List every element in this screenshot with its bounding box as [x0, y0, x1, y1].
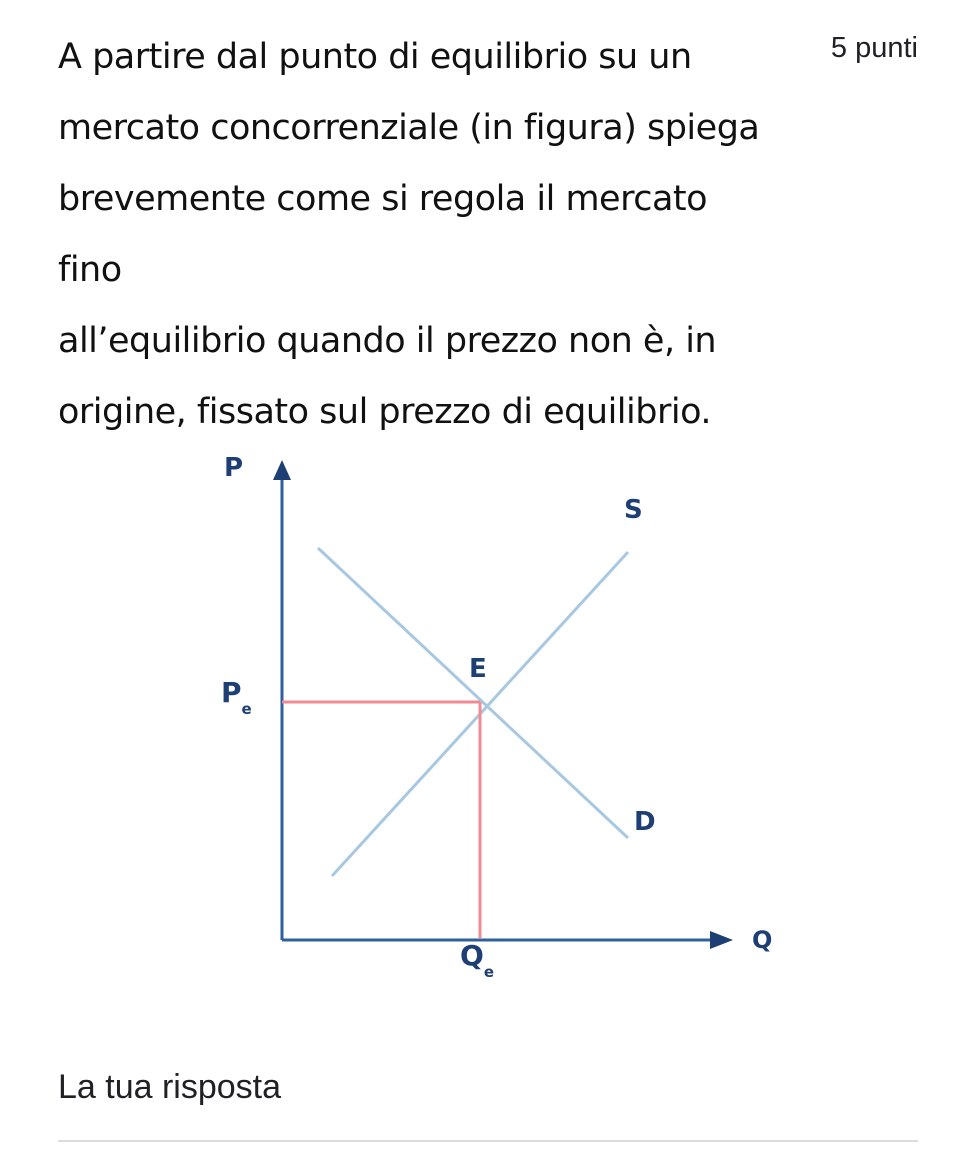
- y-axis-label: P: [224, 453, 244, 483]
- quantity-label-main: Q: [460, 939, 484, 972]
- x-axis-label: Q: [752, 926, 773, 954]
- demand-curve: [318, 548, 628, 838]
- y-axis-arrow-icon: [273, 460, 291, 480]
- demand-label: D: [634, 807, 656, 837]
- supply-demand-diagram: [0, 430, 976, 1010]
- question-line: brevemente come si regola il mercato fino: [58, 179, 708, 290]
- supply-label: S: [624, 495, 643, 525]
- quantity-label-sub: e: [483, 963, 494, 981]
- answer-label: La tua risposta: [58, 1068, 282, 1106]
- question-text: [58, 22, 778, 448]
- diagram-svg: [0, 430, 976, 1010]
- price-label-main: P: [221, 676, 242, 709]
- question-line: mercato concorrenziale (in figura) spiega: [58, 108, 760, 148]
- quantity-label: [460, 939, 494, 981]
- equilibrium-label: E: [469, 654, 487, 684]
- price-label-sub: e: [241, 700, 252, 718]
- price-label: [221, 676, 252, 718]
- question-line: A partire dal punto di equilibrio su un: [58, 37, 692, 77]
- answer-input[interactable]: [58, 1110, 918, 1142]
- question-line: origine, fissato sul prezzo di equilibrio.: [58, 392, 712, 432]
- points-badge: 5 punti: [830, 32, 918, 64]
- question-line: all’equilibrio quando il prezzo non è, in: [58, 321, 717, 361]
- x-axis-arrow-icon: [710, 931, 733, 949]
